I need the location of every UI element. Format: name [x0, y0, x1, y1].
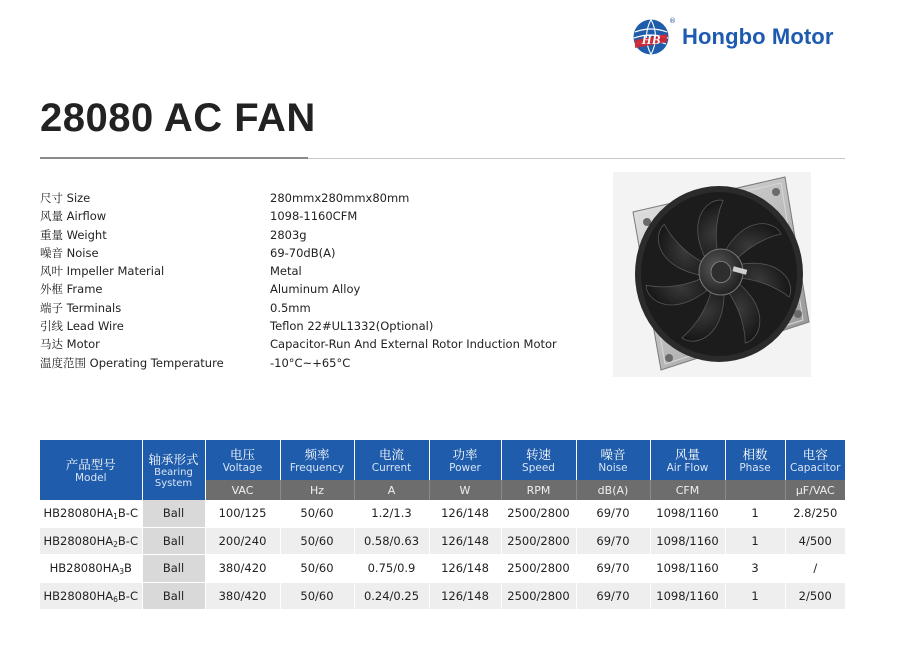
unit-frequency: Hz	[280, 480, 354, 500]
cell-voltage: 380/420	[205, 555, 280, 583]
cell-current: 1.2/1.3	[354, 500, 429, 527]
cell-airflow: 1098/1160	[650, 527, 725, 555]
spec-label: 噪音 Noise	[40, 245, 99, 260]
cell-model: $HB28080HA_3B$	[40, 555, 142, 583]
table-row	[40, 527, 845, 555]
cell-voltage: 200/240	[205, 527, 280, 555]
spec-label: 尺寸 Size	[40, 191, 91, 205]
cell-phase: 1	[725, 582, 785, 610]
cell-power: 126/148	[429, 527, 501, 555]
column-header-speed: 转速 Speed	[501, 440, 576, 480]
spec-value: 69-70dB(A)	[270, 245, 336, 260]
column-header-model: 产品型号 Model	[40, 440, 142, 500]
column-header-frequency: 频率 Frequency	[280, 440, 354, 480]
brand-logo	[632, 18, 833, 56]
cell-airflow: 1098/1160	[650, 555, 725, 583]
cell-power: 126/148	[429, 500, 501, 527]
table-row	[40, 500, 845, 527]
spec-value: Metal	[270, 264, 302, 279]
unit-voltage: VAC	[205, 480, 280, 500]
registered-mark: ®	[669, 17, 676, 25]
cell-bearing: Ball	[142, 555, 205, 583]
unit-power: W	[429, 480, 501, 500]
spec-value: 2803g	[270, 227, 307, 242]
cell-noise: 69/70	[576, 527, 650, 555]
cell-capacitor: 2.8/250	[785, 500, 845, 527]
spec-value: Teflon 22#UL1332(Optional)	[270, 319, 434, 334]
spec-value: Aluminum Alloy	[270, 282, 361, 297]
page-title: 28080 AC FAN	[40, 96, 316, 140]
cell-noise: 69/70	[576, 500, 650, 527]
table-row	[40, 582, 845, 610]
globe-logo-icon	[632, 17, 676, 56]
spec-value: 0.5mm	[270, 300, 311, 315]
cell-phase: 1	[725, 500, 785, 527]
spec-label: 风叶 Impeller Material	[40, 264, 165, 279]
cell-speed: 2500/2800	[501, 500, 576, 527]
cell-noise: 69/70	[576, 582, 650, 610]
spec-label: 外框 Frame	[40, 282, 103, 297]
cell-frequency: 50/60	[280, 555, 354, 583]
spec-value: 280mmx280mmx80mm	[270, 191, 410, 205]
spec-label: 重量 Weight	[40, 227, 107, 242]
column-header-current: 电流 Current	[354, 440, 429, 480]
cell-bearing: Ball	[142, 527, 205, 555]
table-header-row	[40, 440, 845, 480]
spec-label: 马达 Motor	[40, 337, 100, 352]
cell-voltage: 380/420	[205, 582, 280, 610]
column-header-noise: 噪音 Noise	[576, 440, 650, 480]
spec-value: 1098-1160CFM	[270, 209, 358, 224]
unit-current: A	[354, 480, 429, 500]
spec-label: 引线 Lead Wire	[40, 319, 124, 334]
column-header-phase: 相数 Phase	[725, 440, 785, 480]
cell-model: $HB28080HA_2B-C$	[40, 527, 142, 555]
cell-model: $HB28080HA_6B-C$	[40, 582, 142, 610]
cell-frequency: 50/60	[280, 500, 354, 527]
column-header-voltage: 电压 Voltage	[205, 440, 280, 480]
column-header-bearing: 轴承形式 Bearing System	[142, 440, 205, 500]
cell-model: $HB28080HA_1B-C$	[40, 500, 142, 527]
cell-capacitor: 2/500	[785, 582, 845, 610]
spec-value: Capacitor-Run And External Rotor Induction Motor	[270, 337, 557, 352]
cell-current: 0.58/0.63	[354, 527, 429, 555]
brand-name: Hongbo Motor	[682, 24, 834, 49]
cell-power: 126/148	[429, 582, 501, 610]
cell-current: 0.75/0.9	[354, 555, 429, 583]
unit-noise: dB(A)	[576, 480, 650, 500]
unit-phase	[725, 480, 785, 500]
column-header-capacitor: 电容 Capacitor	[785, 440, 845, 480]
cell-bearing: Ball	[142, 582, 205, 610]
cell-speed: 2500/2800	[501, 582, 576, 610]
spec-label: 风量 Airflow	[40, 209, 107, 224]
unit-speed: RPM	[501, 480, 576, 500]
cell-phase: 1	[725, 527, 785, 555]
cell-phase: 3	[725, 555, 785, 583]
unit-capacitor: μF/VAC	[785, 480, 845, 500]
cell-capacitor: 4/500	[785, 527, 845, 555]
logo-text: HB	[641, 32, 661, 47]
cell-airflow: 1098/1160	[650, 582, 725, 610]
cell-current: 0.24/0.25	[354, 582, 429, 610]
model-spec-table	[40, 440, 845, 610]
column-header-airflow: 风量 Air Flow	[650, 440, 725, 480]
unit-airflow: CFM	[650, 480, 725, 500]
cell-voltage: 100/125	[205, 500, 280, 527]
title-divider-accent	[40, 157, 308, 159]
spec-value: -10°C~+65°C	[270, 355, 351, 370]
cell-capacitor: /	[785, 555, 845, 583]
table-row	[40, 555, 845, 583]
spec-label: 端子 Terminals	[40, 300, 122, 315]
spec-label: 温度范围 Operating Temperature	[40, 355, 224, 370]
cell-speed: 2500/2800	[501, 555, 576, 583]
column-header-power: 功率 Power	[429, 440, 501, 480]
fan-product-image	[613, 172, 811, 377]
cell-noise: 69/70	[576, 555, 650, 583]
cell-frequency: 50/60	[280, 527, 354, 555]
cell-bearing: Ball	[142, 500, 205, 527]
cell-frequency: 50/60	[280, 582, 354, 610]
cell-airflow: 1098/1160	[650, 500, 725, 527]
cell-power: 126/148	[429, 555, 501, 583]
cell-speed: 2500/2800	[501, 527, 576, 555]
